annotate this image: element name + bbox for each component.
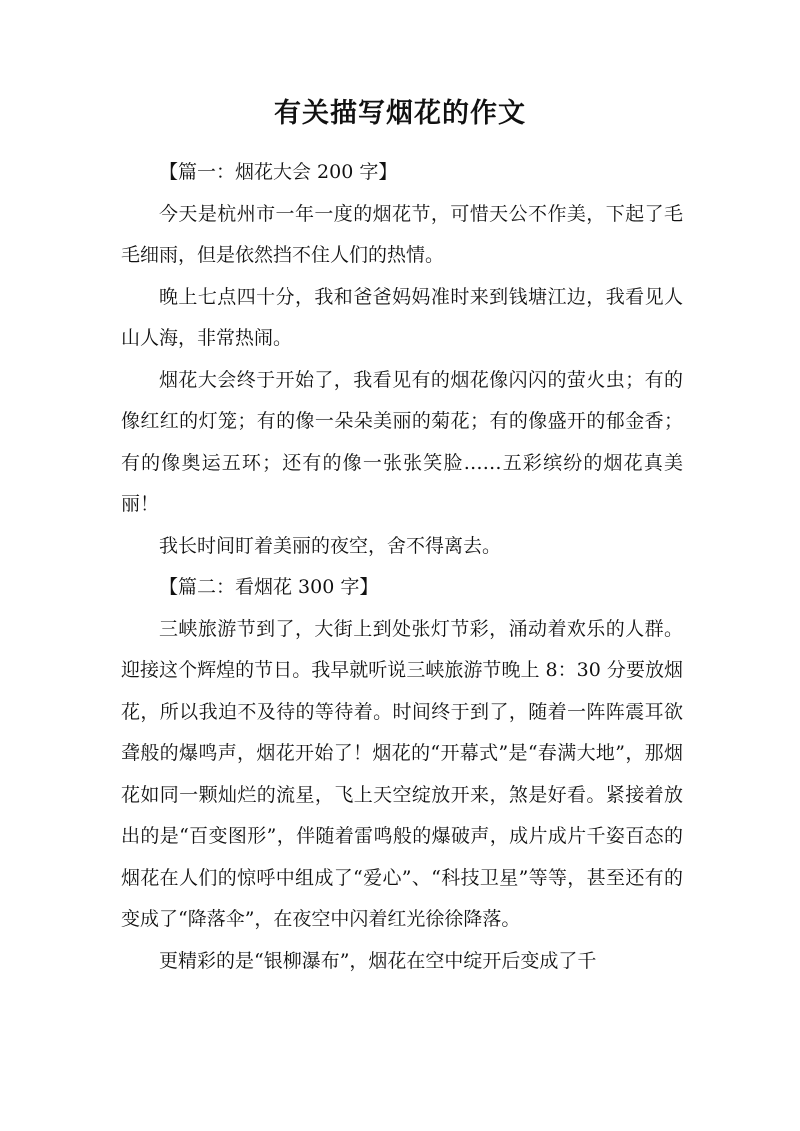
paragraph: 三峡旅游节到了，大街上到处张灯节彩，涌动着欢乐的人群。迎接这个辉煌的节日。我早就听说三峡旅游节晚上 8：30 分要放烟花，所以我迫不及待的等待着。时间终于到了，随着一阵阵震耳欲聋般的爆鸣声，烟花开始了！烟花的“开幕式”是“春满大地”，那烟花如同一颗灿烂的流星，飞上天空绽放开来，煞是好看。紧接着放出的是“百变图形”，伴随着雷鸣般的爆破声，成片成片千姿百态的烟花在人们的惊呼中组成了“爱心”、“科技卫星”等等，甚至还有的变成了“降落伞”，在夜空中闪着红光徐徐降落。	[121, 617, 683, 930]
paragraph: 更精彩的是“银柳瀑布”，烟花在空中绽开后变成了千	[159, 949, 597, 972]
document-body	[121, 152, 683, 982]
section-heading: 【篇一：烟花大会 200 字】	[159, 161, 398, 183]
paragraph: 今天是杭州市一年一度的烟花节，可惜天公不作美，下起了毛毛细雨，但是依然挡不住人们的热情。	[121, 202, 683, 266]
paragraph: 我长时间盯着美丽的夜空，舍不得离去。	[159, 534, 502, 557]
document-title: 有关描写烟花的作文	[274, 98, 526, 129]
paragraph: 晚上七点四十分，我和爸爸妈妈准时来到钱塘江边，我看见人山人海，非常热闹。	[121, 285, 683, 349]
section-heading: 【篇二：看烟花 300 字】	[159, 576, 379, 598]
paragraph: 烟花大会终于开始了，我看见有的烟花像闪闪的萤火虫；有的像红红的灯笼；有的像一朵朵美丽的菊花；有的像盛开的郁金香；有的像奥运五环；还有的像一张张笑脸……五彩缤纷的烟花真美丽！	[121, 368, 683, 515]
